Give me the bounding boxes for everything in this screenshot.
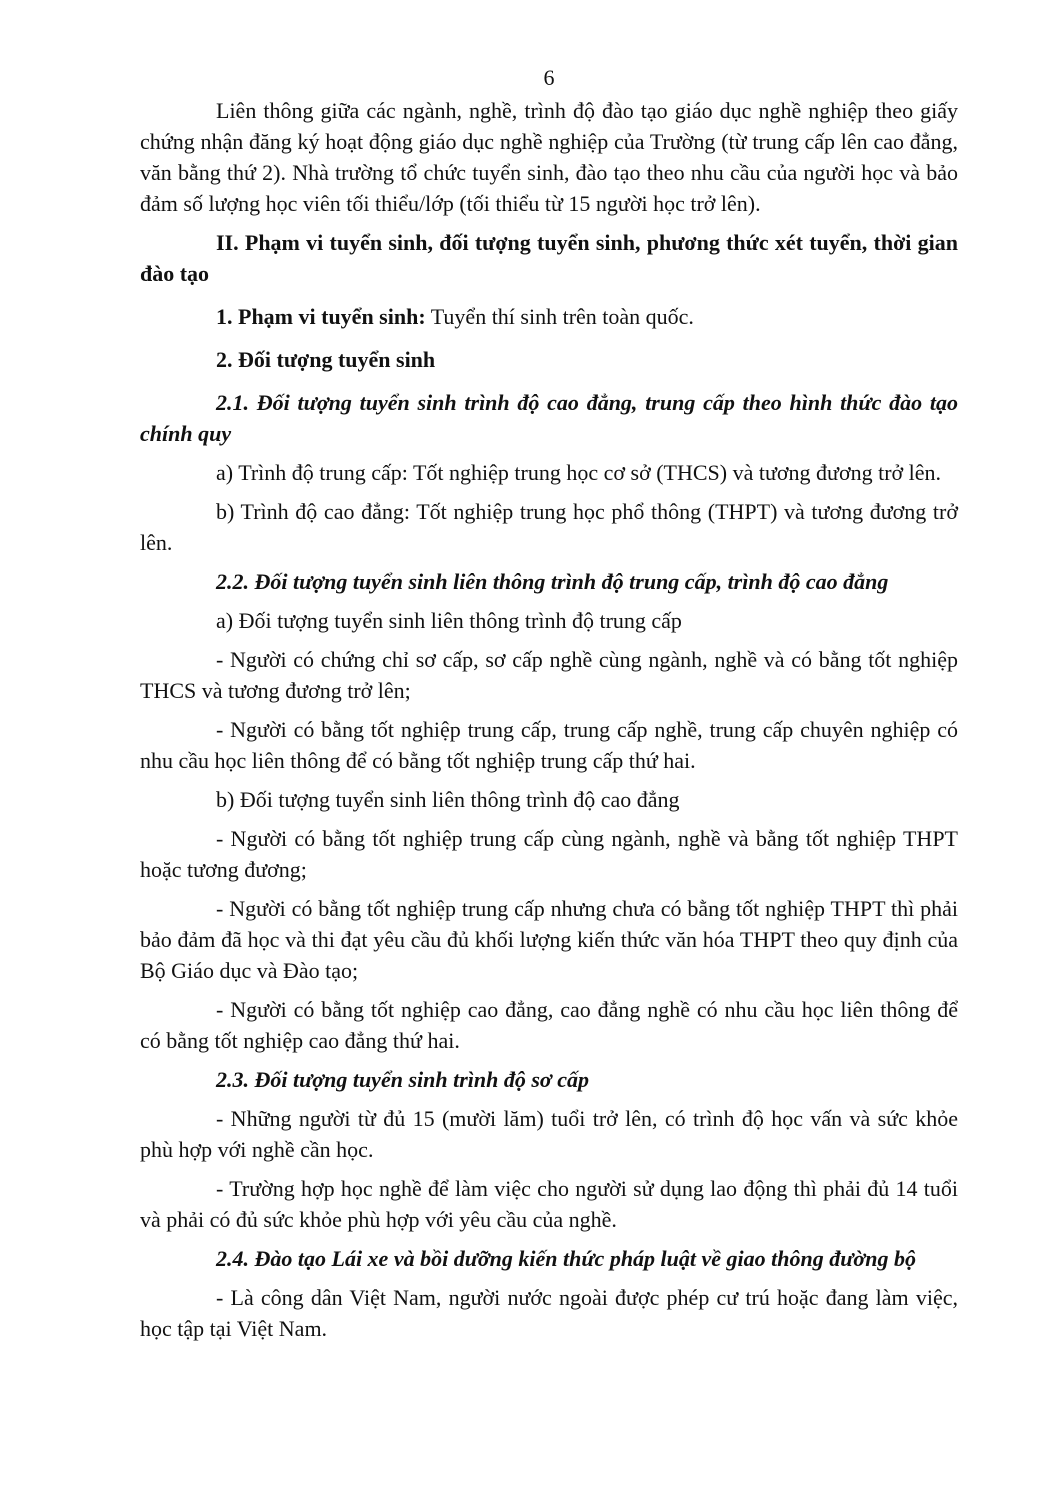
paragraph-intro: Liên thông giữa các ngành, nghề, trình độ đào tạo giáo dục nghề nghiệp theo giấy chứng nhận đăng ký hoạt động giáo dục nghề nghiệp của Trường (từ trung cấp lên cao đẳng, văn bằng thứ 2). Nhà trường tổ chức tuyển sinh, đào tạo theo nhu cầu của người học và bảo đảm số lượng học viên tối thiểu/lớp (tối thiểu từ 15 người học trở lên). [140,98,958,216]
paragraph-2-3-1: - Những người từ đủ 15 (mười lăm) tuổi trở lên, có trình độ học vấn và sức khỏe phù hợp với nghề cần học. [140,1106,958,1162]
paragraph-2-2-b2: - Người có bằng tốt nghiệp trung cấp nhưng chưa có bằng tốt nghiệp THPT thì phải bảo đảm đã học và thi đạt yêu cầu đủ khối lượng kiến thức văn hóa THPT theo quy định của Bộ Giáo dục và Đào tạo; [140,896,958,983]
heading-subjects: 2. Đối tượng tuyển sinh [216,347,436,372]
paragraph-2-1-b: b) Trình độ cao đẳng: Tốt nghiệp trung học phổ thông (THPT) và tương đương trở lên. [140,499,958,555]
paragraph-2-4-1: - Là công dân Việt Nam, người nước ngoài được phép cư trú hoặc đang làm việc, học tập tại Việt Nam. [140,1285,958,1341]
heading-2-4: 2.4. Đào tạo Lái xe và bồi dưỡng kiến thức pháp luật về giao thông đường bộ [216,1246,916,1271]
paragraph-scope [140,301,958,332]
paragraph-2-2-a2: - Người có bằng tốt nghiệp trung cấp, trung cấp nghề, trung cấp chuyên nghiệp có nhu cầu học liên thông để có bằng tốt nghiệp trung cấp thứ hai. [140,717,958,773]
heading-2-2: 2.2. Đối tượng tuyển sinh liên thông trình độ trung cấp, trình độ cao đẳng [216,569,889,594]
paragraph-2-2-b3: - Người có bằng tốt nghiệp cao đẳng, cao đẳng nghề có nhu cầu học liên thông để có bằng tốt nghiệp cao đẳng thứ hai. [140,997,958,1053]
paragraph-2-2-b: b) Đối tượng tuyển sinh liên thông trình độ cao đẳng [216,787,680,812]
page-number: 6 [543,65,555,90]
paragraph-2-2-a: a) Đối tượng tuyển sinh liên thông trình độ trung cấp [216,608,682,633]
section-heading-ii: II. Phạm vi tuyển sinh, đối tượng tuyển sinh, phương thức xét tuyển, thời gian đào tạo [140,230,958,286]
paragraph-2-1-a: a) Trình độ trung cấp: Tốt nghiệp trung học cơ sở (THCS) và tương đương trở lên. [216,460,942,485]
scope-text: Tuyển thí sinh trên toàn quốc. [425,304,694,329]
paragraph-2-2-b1: - Người có bằng tốt nghiệp trung cấp cùng ngành, nghề và bằng tốt nghiệp THPT hoặc tương đương; [140,826,958,882]
scope-label: 1. Phạm vi tuyển sinh: [216,304,426,329]
paragraph-2-3-2: - Trường hợp học nghề để làm việc cho người sử dụng lao động thì phải đủ 14 tuổi và phải có đủ sức khỏe phù hợp với yêu cầu của nghề. [140,1176,958,1232]
heading-2-3: 2.3. Đối tượng tuyển sinh trình độ sơ cấp [216,1067,589,1092]
paragraph-2-2-a1: - Người có chứng chỉ sơ cấp, sơ cấp nghề cùng ngành, nghề và có bằng tốt nghiệp THCS và tương đương trở lên; [140,647,958,703]
heading-2-1: 2.1. Đối tượng tuyển sinh trình độ cao đẳng, trung cấp theo hình thức đào tạo chính quy [140,390,958,446]
